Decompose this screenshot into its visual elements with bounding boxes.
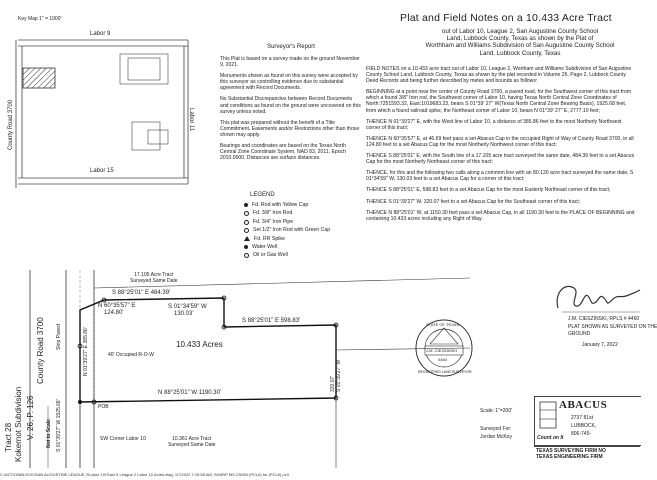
- company-address: 2737 81st: [571, 415, 593, 421]
- county-road-label: County Road 3700: [8, 99, 14, 150]
- field-note-paragraph: THENCE S 88°25'01" E, with the South line of a 17.105 acre tract surveyed the same date, 484.39 feet to a set Abacus Cap for the most Northerly Northeast corner of this tract;: [366, 153, 635, 166]
- report-paragraph: Monuments shown as found on this survey were accepted by this surveyor as controlling evidence due to substantial agreement with Record Documents.: [220, 73, 358, 92]
- field-note-paragraph: BEGINNING at a point near the center of County Road 3700, a paved road, for the Southwest corner of this tract from which a found 3/8" Iron rod, the Southwest corner of Labor 10, having Texas North Central Zone Coordinates of North:7251593.32, East:1019683.23, bears S 01°39' 27" W(Texas North Central Zone Bearing Basis), 1925.68 feet, from which a found railroad spike, the Northeast corner of Labor 10, bears N 01°39' 27" E, 2777.10 feet;: [366, 89, 632, 114]
- seal-bottom-text: REGISTERED LAND SURVEYOR: [418, 370, 472, 374]
- company-name: ABACUS: [559, 399, 608, 411]
- county-road-plat-label: County Road 3700: [36, 317, 45, 384]
- company-phone: 806-745-: [571, 431, 592, 437]
- call-step: S 01°34'59" W 130.03': [168, 304, 207, 317]
- tract-28-label: Tract 28: [4, 422, 13, 452]
- plat-title: Plat and Field Notes on a 10.433 Acre Tract: [400, 12, 612, 24]
- surveyors-report: [220, 44, 362, 161]
- labor-15-label: Labor 15: [90, 168, 114, 174]
- field-note-paragraph: THENCE, for this and the following two calls along a common line with an 80.120 acre tract surveyed the same date, S 01°34'59" W, 130.03 feet to a set Abacus Cap for a corner of this tract;: [366, 170, 634, 183]
- legend-item: Fd. RR Spike: [244, 235, 364, 243]
- key-map-title: Key Map 1" = 1000': [18, 16, 62, 22]
- call-mid: S 88°25'01" E 598.83': [242, 318, 301, 324]
- call-diag: N 60°35'57" E 124.80': [98, 303, 136, 316]
- kokernot-label: Kokernot Subdivision: [14, 386, 23, 462]
- report-heading: Surveyor's Report: [267, 44, 315, 50]
- gas-well-icon: [244, 253, 249, 258]
- company-tagline: Count on It: [537, 435, 564, 441]
- key-map-drawing: [8, 10, 220, 190]
- water-well-icon: [244, 245, 248, 249]
- legend-item: Fd. Rod with Yellow Cap: [244, 201, 364, 209]
- legend-heading: LEGEND: [250, 192, 275, 198]
- field-note-paragraph: THENCE N 88°25'01" W, at 1150.30 feet pass a set Abacus Cap, in all 1190.30 feet to the PLACE OF BEGINNING and containing 10.433 acres including any Right of Way.: [366, 209, 635, 222]
- plat-shown-line: PLAT SHOWN AS SURVEYED ON THE: [568, 324, 657, 330]
- field-notes: [366, 66, 636, 292]
- key-map: [8, 10, 220, 190]
- file-path-footer: C:\ACTIONBLOCK\SAN AUGUSTINE LEAGUE 2\Labor 10\Tract 5 League 2 Labor 10 Acres.dwg, 1/7/2022 7:19:58 AM, SHARP MX-2300N (PCL6) for (PCL6) pc3: [0, 472, 289, 477]
- dot-icon: [244, 203, 248, 207]
- not-to-scale-label: Not to Scale: [46, 419, 52, 448]
- seal-top-text: STATE OF TEXAS: [426, 322, 460, 327]
- field-note-paragraph: THENCE N 60°35'57" E, at 46.69 feet pass a set Abacus Cap in the occupied Right of Way of County Road 3700, in all 124.80 feet to a set Abacus Cap for the most Northerly Northwest corner of this tract;: [366, 135, 634, 148]
- far-west-call: S 01°39'27" W 1925.68': [56, 399, 62, 452]
- circle-dot-icon: [244, 220, 249, 225]
- field-note-paragraph: THENCE S 01°39'27" W, 320.07 feet to a set Abacus Cap for the Southeast corner of this tract;: [366, 198, 581, 205]
- strip-paved-label: Strip Paved: [56, 324, 62, 350]
- report-paragraph: This Plat is based on a survey made on the ground November 9, 2021.: [220, 56, 360, 69]
- report-paragraph: This plat was prepared without the benefit of a Title Commitment. Easements and/or Restrictions other than those shown may apply.: [220, 119, 360, 138]
- scale-text: Scale: 1"=200': [480, 408, 513, 414]
- surveyor-name: J.M. CIESZINSKI, RPLS # 4460: [568, 316, 640, 322]
- legend-item: Water Well: [244, 243, 364, 251]
- plat-shown-line: GROUND: [568, 331, 591, 337]
- tract-top-label: 17.105 Acre Tract Surveyed Same Date: [130, 272, 178, 284]
- call-east: 320.07' S 01°39'27" W: [330, 359, 342, 392]
- legend-item: Fd. 3/8" Iron Rod: [244, 209, 364, 217]
- field-note-paragraph: THENCE N 01°39'27" E, with the West line of Labor 10, a distance of 385.86 feet to the most Northerly Northwest corner of this tract;: [366, 118, 622, 131]
- client-name: Jordan McKoy: [480, 434, 512, 440]
- area-label: 10.433 Acres: [176, 340, 223, 349]
- pob-label: POB: [98, 404, 109, 410]
- abacus-logo-icon: [539, 401, 557, 429]
- seal-number: 4460: [438, 357, 447, 362]
- seal-name: J.M. CIESZINSKI: [426, 348, 457, 353]
- company-city: LUBBOCK,: [571, 423, 597, 429]
- labor-9-label: Labor 9: [90, 31, 111, 37]
- field-note-paragraph: THENCE S 88°25'01" E, 598.83 feet to a set Abacus Cap for the most Easterly Northeast corner of this tract;: [366, 187, 611, 194]
- firm-line: TEXAS SURVEYING FIRM NO TEXAS ENGINEERING FIRM: [534, 446, 640, 460]
- call-top: S 88°25'01" E 484.39': [112, 290, 171, 296]
- report-paragraph: No Substantial Discrepancies between Record Documents and conditions as found on the ground were uncovered on this survey unless noted.: [220, 96, 361, 115]
- surveyed-for-label: Surveyed For:: [480, 426, 512, 432]
- labor-11-label: Labor 11: [188, 108, 194, 132]
- triangle-icon: [244, 236, 250, 241]
- legend: [244, 192, 364, 260]
- sw-corner-label: SW Corner Labor 10: [100, 436, 146, 442]
- plat-subtitle: out of Labor 10, League 2, San Augustine County School Land, Lubbock County, Texas as shown by the Plat of Worthham and Williams Subdivision of San Augustine County School Land, Lubbock County, Texas: [425, 28, 615, 57]
- tract-bottom-label: 10.361 Acre Tract Surveyed Same Date: [168, 436, 216, 448]
- circle-icon: [244, 228, 249, 233]
- hatched-tract: [23, 68, 55, 88]
- row-label: 40' Occupied R-O-W: [108, 352, 154, 358]
- plat-drawing: [0, 270, 480, 470]
- circle-dot-icon: [244, 211, 249, 216]
- legend-item: Fd. 3/4" Iron Pipe: [244, 218, 364, 226]
- legend-item: Set 1/2" Iron Rod with Green Cap: [244, 226, 364, 234]
- call-west: N 01°39'27" E 385.86': [83, 327, 89, 376]
- call-south: N 88°25'01" W 1190.30': [158, 390, 222, 396]
- volume-label: V. 26, P. 126: [26, 395, 35, 440]
- legend-item: Oil or Gas Well: [244, 251, 364, 259]
- signature-date: January 7, 2022: [582, 342, 618, 348]
- signature: [548, 268, 640, 316]
- report-paragraph: Bearings and coordinates are based on the Texas North Central Zone Coordinate System, NAD 83, 2011, Epoch 2010.0000. Distances are surface distances.: [220, 143, 346, 162]
- field-note-paragraph: FIELD NOTES on a 10.433 acre tract out of Labor 10, League 2, Wortham and Williams Subdivision of San Augustine County School Land, Lubbock County, Texas as shown by the plat recorded in Volume 26, Page 2, Lubbock County Deed Records and being further described by metes and bounds as follows:: [366, 66, 632, 85]
- company-block: [534, 396, 641, 446]
